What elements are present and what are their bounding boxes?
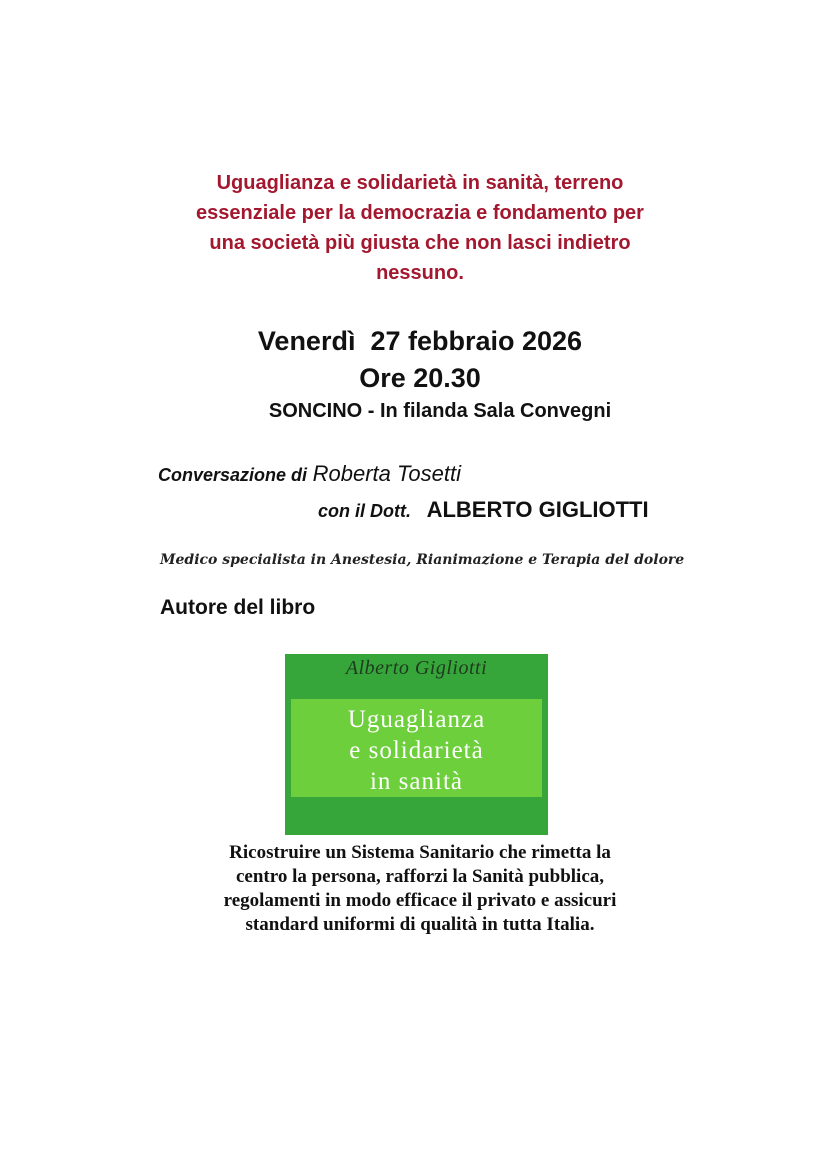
guest-qualification: Medico specialista in Anestesia, Rianimazione e Terapia del dolore xyxy=(160,552,685,568)
host-name: Roberta Tosetti xyxy=(312,461,461,486)
guest-intro: con il Dott. xyxy=(318,501,411,521)
book-cover-author: Alberto Gigliotti xyxy=(345,657,488,679)
tagline xyxy=(150,168,690,288)
tagline-line: essenziale per la democrazia e fondamento per xyxy=(196,202,644,224)
event-date: Venerdì 27 febbraio 2026 xyxy=(257,326,583,356)
book-author-label: Autore del libro xyxy=(160,596,316,619)
guest-line xyxy=(318,495,649,526)
tagline-line: Uguaglianza e solidarietà in sanità, terreno xyxy=(216,172,624,194)
book-cover xyxy=(285,654,548,835)
guest-name: ALBERTO GIGLIOTTI xyxy=(426,497,649,522)
conversation-line xyxy=(158,459,461,490)
tagline-line: nessuno. xyxy=(376,262,464,284)
book-cover-title-line: e solidarietà xyxy=(349,737,484,764)
book-description xyxy=(140,841,700,937)
book-cover-title xyxy=(285,704,548,797)
conversation-intro: Conversazione di xyxy=(158,465,308,485)
description-line: standard uniformi di qualità in tutta Italia. xyxy=(245,914,595,935)
book-cover-title-line: in sanità xyxy=(369,768,463,795)
description-line: regolamenti in modo efficace il privato e assicuri xyxy=(223,890,617,911)
event-time: Ore 20.30 xyxy=(359,363,481,393)
description-line: centro la persona, rafforzi la Sanità pubblica, xyxy=(235,866,605,887)
event-venue: SONCINO - In filanda Sala Convegni xyxy=(268,400,612,422)
description-line: Ricostruire un Sistema Sanitario che rimetta la xyxy=(229,842,611,863)
book-cover-title-line: Uguaglianza xyxy=(347,706,486,733)
tagline-line: una società più giusta che non lasci indietro xyxy=(209,232,631,254)
